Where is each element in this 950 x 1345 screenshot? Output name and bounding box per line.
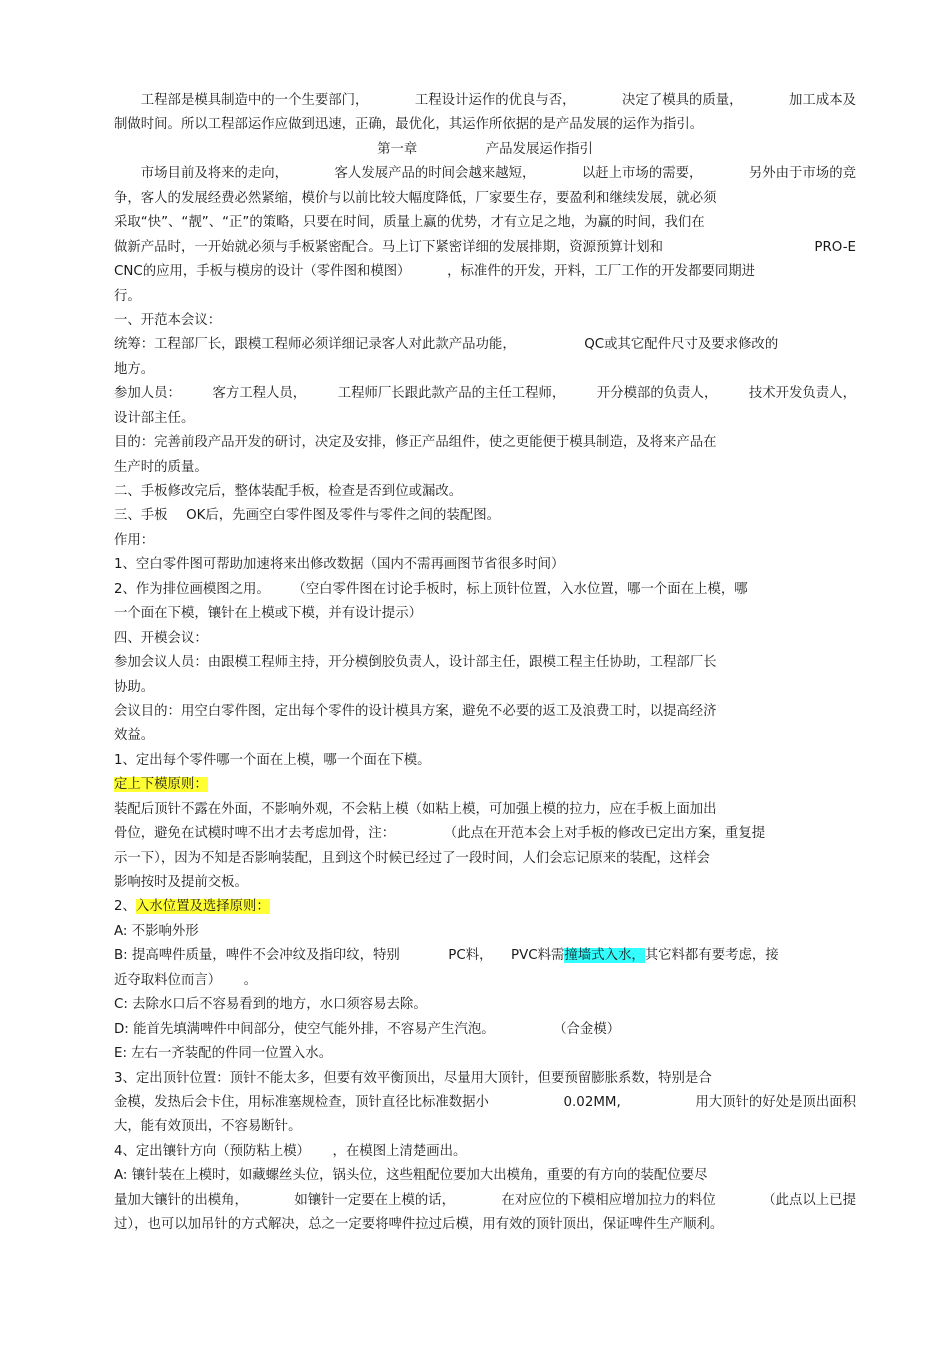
item3-line-2: 金模，发热后会卡住，用标准塞规检查，顶针直径比标准数据小 0.02MM, 用大顶针的好处是顶出面积 bbox=[114, 1094, 856, 1110]
section3-heading: 三、手板 OK后，先画空白零件图及零件与零件之间的装配图。 bbox=[114, 508, 501, 524]
market-line-3: 采取“快”、“靓”、“正”的策略，只要在时间，质量上赢的优势，才有立足之地，为赢的时间，我们在 bbox=[114, 215, 705, 231]
section3-effect-1: 1、空白零件图可帮助加速将来出修改数据（国内不需再画图节省很多时间） bbox=[114, 557, 565, 573]
item4-line-3: 过），也可以加吊针的方式解决，总之一定要将啤件拉过后模，用有效的顶针顶出，保证啤件生产顺利。 bbox=[114, 1217, 724, 1233]
section3-effect-2: 2、作为排位画模图之用。 （空白零件图在讨论手板时，标上顶针位置，入水位置，哪一个面在上模，哪 bbox=[114, 581, 748, 597]
item2-c: C: 去除水口后不容易看到的地方，水口须容易去除。 bbox=[114, 997, 427, 1013]
market-line-1: 市场目前及将来的走向， 客人发展产品的时间会越来越短， 以赶上市场的需要， 另外由于市场的竞 bbox=[114, 166, 856, 182]
item1-principle bbox=[114, 773, 856, 797]
section3-effect-label: 作用： bbox=[114, 532, 155, 548]
document-body bbox=[114, 89, 856, 1238]
market-line-6: 行。 bbox=[114, 288, 141, 304]
highlight-inlet: 入水位置及选择原则： bbox=[135, 899, 270, 915]
item1-body-3: 示一下），因为不知是否影响装配，且到这个时候已经过了一段时间，人们会忘记原来的装配，这样会 bbox=[114, 850, 710, 866]
item3-line-3: 大，能有效顶出，不容易断针。 bbox=[114, 1119, 302, 1135]
chapter-heading bbox=[114, 138, 856, 162]
item2-b: B: 提高啤件质量，啤件不会冲纹及指印纹，特别 PC料， PVC料需撞墙式入水，其它料都有要考虑，接 bbox=[114, 948, 779, 964]
section4-purpose-cont: 效益。 bbox=[114, 728, 155, 744]
section1-heading: 一、开范本会议： bbox=[114, 312, 222, 328]
item2-e: E: 左右一齐装配的件同一位置入水。 bbox=[114, 1046, 333, 1062]
market-line-2: 争，客人的发展经费必然紧缩，模价与以前比较大幅度降低，厂家要生存，要盈利和继续发展，就必须 bbox=[114, 190, 717, 206]
section4-purpose: 会议目的：用空白零件图，定出每个零件的设计模具方案，避免不必要的返工及浪费工时，以提高经济 bbox=[114, 703, 717, 719]
item2-a: A: 不影响外形 bbox=[114, 923, 199, 939]
chapter-title: 产品发展运作指引 bbox=[485, 141, 593, 157]
highlight-principle: 定上下模原则： bbox=[114, 777, 208, 793]
item1-text: 1、定出每个零件哪一个面在上模，哪一个面在下模。 bbox=[114, 752, 431, 768]
section1-purpose: 目的：完善前段产品开发的研讨，决定及安排，修正产品组件，使之更能便于模具制造，及将来产品在 bbox=[114, 435, 717, 451]
item3-line-1: 3、定出顶针位置：顶针不能太多，但要有效平衡顶出，尽量用大顶针，但要预留膨胀系数，特别是合 bbox=[114, 1070, 712, 1086]
intro-line-2: 制做时间。所以工程部运作应做到迅速，正确，最优化，其运作所依据的是产品发展的运作为指引。 bbox=[114, 117, 704, 133]
item2-b-cont: 近夺取料位而言） 。 bbox=[114, 972, 258, 988]
section1-participants: 参加人员： 客方工程人员， 工程师厂长跟此款产品的主任工程师， 开分模部的负责人， 技术开发负责人， bbox=[114, 386, 856, 402]
item4-line-1: A: 镶针装在上模时，如藏螺丝头位，锅头位，这些粗配位要加大出模角，重要的有方向的装配位要尽 bbox=[114, 1168, 708, 1184]
item2-d: D: 能首先填满啤件中间部分，使空气能外排，不容易产生汽泡。 （合金模） bbox=[114, 1021, 621, 1037]
section2: 二、手板修改完后，整体装配手板，检查是否到位或漏改。 bbox=[114, 484, 463, 499]
section1-line-2: 地方。 bbox=[114, 361, 155, 377]
intro-line-1: 工程部是模具制造中的一个生要部门， 工程设计运作的优良与否， 决定了模具的质量， 加工成本及 bbox=[114, 93, 856, 108]
section4-participants-cont: 协助。 bbox=[114, 679, 155, 695]
highlight-wall-gate: 撞墙式入水， bbox=[564, 948, 645, 964]
item1-body-1: 装配后顶针不露在外面，不影响外观，不会粘上模（如粘上模，可加强上模的拉力，应在手板上面加出 bbox=[114, 801, 717, 817]
section1-line-6: 生产时的质量。 bbox=[114, 459, 208, 475]
item1-body-4: 影响按时及提前交板。 bbox=[114, 875, 248, 890]
section1-coordination: 统筹：工程部厂长，跟模工程师必须详细记录客人对此款产品功能， QC或其它配件尺寸及要求修改的 bbox=[114, 337, 779, 353]
section1-line-4: 设计部主任。 bbox=[114, 410, 195, 426]
section4-heading: 四、开模会议： bbox=[114, 630, 208, 646]
market-line-5: CNC的应用，手板与模房的设计（零件图和模图） ，标准件的开发，开料，工厂工作的开发都要同期进 bbox=[114, 264, 756, 280]
item2-heading: 2、入水位置及选择原则： bbox=[114, 899, 270, 915]
section3-effect-2-cont: 一个面在下模，镶针在上模或下模，并有设计提示） bbox=[114, 606, 422, 622]
item4-line-2: 量加大镶针的出模角， 如镶针一定要在上模的话， 在对应位的下模相应增加拉力的料位 （此点以上已提 bbox=[114, 1192, 856, 1208]
item1-body-2: 骨位，避免在试模时啤不出才去考虑加骨，注： （此点在开范本会上对手板的修改已定出方案，重复提 bbox=[114, 826, 766, 842]
chapter-number: 第一章 bbox=[377, 141, 418, 157]
section4-participants: 参加会议人员：由跟模工程师主持，开分模倒胶负责人，设计部主任，跟模工程主任协助，工程部厂长 bbox=[114, 655, 717, 671]
market-line-4: 做新产品时，一开始就必须与手板紧密配合。马上订下紧密详细的发展排期，资源预算计划和 PRO-E bbox=[114, 239, 856, 255]
item4-heading: 4、定出镶针方向（预防粘上模） ，在模图上清楚画出。 bbox=[114, 1143, 467, 1159]
